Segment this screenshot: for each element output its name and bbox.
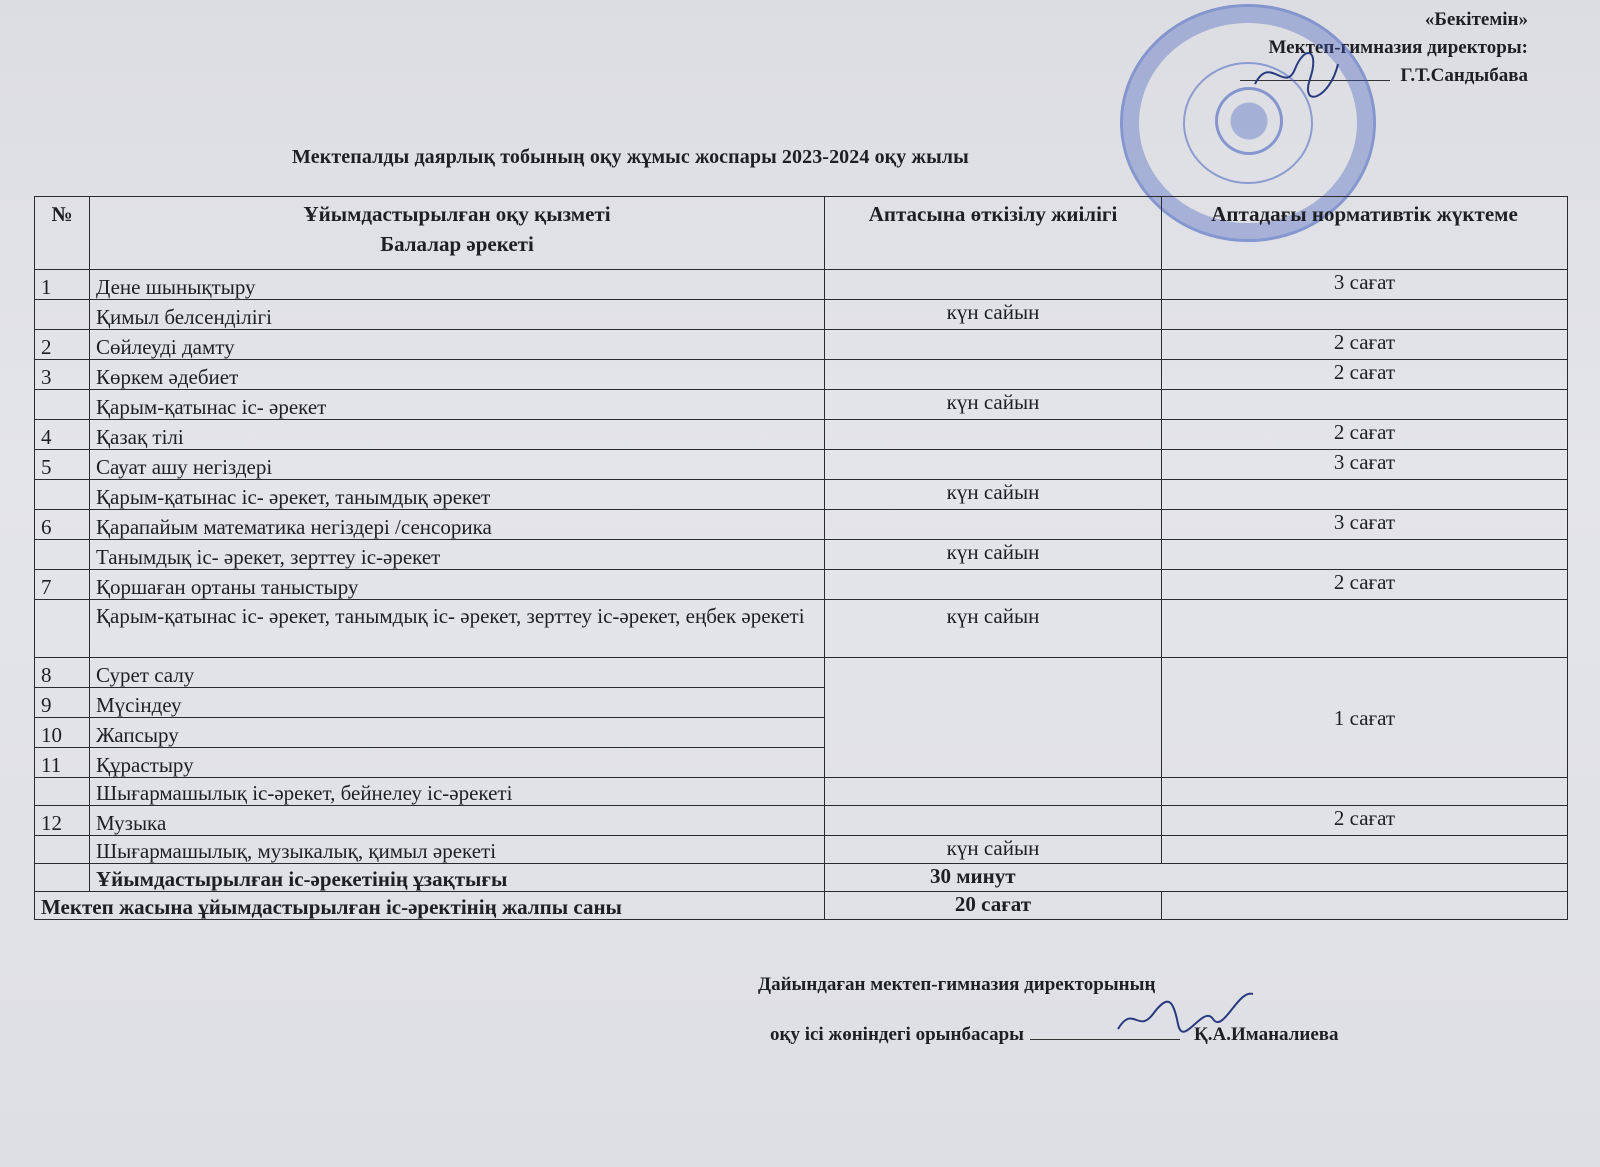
- total-row: [35, 892, 1568, 920]
- row-num: [35, 300, 90, 330]
- row-activity: Сөйлеуді дамту: [90, 330, 825, 360]
- table-row: [35, 540, 1568, 570]
- row-num: 4: [35, 420, 90, 450]
- row-frequency: [825, 450, 1162, 480]
- header-activity-line1: Ұйымдастырылған оқу қызметі: [303, 202, 611, 226]
- row-num: [35, 390, 90, 420]
- row-activity: Қарым-қатынас іс- әрекет, танымдық іс- әрекет, зерттеу іс-әрекет, еңбек әрекеті: [90, 600, 825, 658]
- header-activity-line2: Балалар әрекеті: [380, 232, 534, 256]
- row-frequency: [825, 330, 1162, 360]
- table-row: [35, 360, 1568, 390]
- table-row: [35, 658, 1568, 688]
- total-label: Мектеп жасына ұйымдастырылған іс-әректінің жалпы саны: [35, 892, 825, 920]
- row-activity: Қазақ тілі: [90, 420, 825, 450]
- row-num: [35, 778, 90, 806]
- table-row: [35, 300, 1568, 330]
- table-row: [35, 270, 1568, 300]
- row-frequency: күн сайын: [825, 300, 1162, 330]
- row-frequency: күн сайын: [825, 480, 1162, 510]
- study-plan-table: [34, 196, 1568, 920]
- row-num: 11: [35, 748, 90, 778]
- row-num: [35, 836, 90, 864]
- row-frequency: [825, 510, 1162, 540]
- row-activity: Қимыл белсенділігі: [90, 300, 825, 330]
- footer-line2: оқу ісі жөніндегі орынбасары: [770, 1024, 1025, 1045]
- row-frequency: күн сайын: [825, 836, 1162, 864]
- row-num: [35, 600, 90, 658]
- row-load: [1162, 778, 1568, 806]
- art-frequency-cell: [825, 658, 1162, 778]
- row-load: [1162, 836, 1568, 864]
- row-frequency: күн сайын: [825, 390, 1162, 420]
- row-num: 5: [35, 450, 90, 480]
- header-num: №: [35, 197, 90, 270]
- row-num: 12: [35, 806, 90, 836]
- table-row: [35, 836, 1568, 864]
- row-activity: Сурет салу: [90, 658, 825, 688]
- header-row: [35, 197, 1568, 270]
- table-row: [35, 806, 1568, 836]
- row-frequency: [825, 270, 1162, 300]
- row-load: 3 сағат: [1162, 450, 1568, 480]
- row-activity: Мүсіндеу: [90, 688, 825, 718]
- header-activity: [90, 197, 825, 270]
- row-num: 3: [35, 360, 90, 390]
- table-row: [35, 480, 1568, 510]
- row-activity: Дене шынықтыру: [90, 270, 825, 300]
- table-row: [35, 510, 1568, 540]
- table-row: [35, 450, 1568, 480]
- row-num: 6: [35, 510, 90, 540]
- row-activity: Құрастыру: [90, 748, 825, 778]
- row-activity: Жапсыру: [90, 718, 825, 748]
- row-frequency: [825, 778, 1162, 806]
- row-num: 1: [35, 270, 90, 300]
- row-activity: Қарым-қатынас іс- әрекет: [90, 390, 825, 420]
- table-row: [35, 330, 1568, 360]
- row-load: 3 сағат: [1162, 510, 1568, 540]
- row-activity: Қоршаған ортаны таныстыру: [90, 570, 825, 600]
- approver-name: Г.Т.Сандыбава: [1400, 65, 1528, 86]
- row-load: [1162, 300, 1568, 330]
- duration-value: 30 минут: [825, 864, 1568, 892]
- header-frequency: Аптасына өткізілу жиілігі: [825, 197, 1162, 270]
- row-load: 2 сағат: [1162, 360, 1568, 390]
- table-row: [35, 778, 1568, 806]
- row-num: 8: [35, 658, 90, 688]
- row-load: [1162, 540, 1568, 570]
- row-load: 3 сағат: [1162, 270, 1568, 300]
- row-activity: Танымдық іс- әрекет, зерттеу іс-әрекет: [90, 540, 825, 570]
- director-signature: [1250, 44, 1340, 104]
- row-num: 9: [35, 688, 90, 718]
- table-row: [35, 420, 1568, 450]
- duration-label: Ұйымдастырылған іс-әрекетінің ұзақтығы: [90, 864, 825, 892]
- row-load: 2 сағат: [1162, 420, 1568, 450]
- row-load: 2 сағат: [1162, 330, 1568, 360]
- row-num: [35, 864, 90, 892]
- row-activity: Қарым-қатынас іс- әрекет, танымдық әрекет: [90, 480, 825, 510]
- approval-line2: Мектеп-гимназия директоры:: [1268, 37, 1528, 58]
- row-activity: Қарапайым математика негіздері /сенсорика: [90, 510, 825, 540]
- row-activity: Сауат ашу негіздері: [90, 450, 825, 480]
- total-empty: [1162, 892, 1568, 920]
- row-frequency: [825, 570, 1162, 600]
- row-frequency: күн сайын: [825, 600, 1162, 658]
- row-load: 2 сағат: [1162, 570, 1568, 600]
- row-load: 2 сағат: [1162, 806, 1568, 836]
- row-num: 10: [35, 718, 90, 748]
- deputy-signature: [1108, 984, 1258, 1044]
- footer-line1: Дайындаған мектеп-гимназия директорының: [758, 974, 1156, 995]
- row-num: 7: [35, 570, 90, 600]
- header-load: Аптадағы нормативтік жүктеме: [1162, 197, 1568, 270]
- table-row: [35, 570, 1568, 600]
- approval-line1: «Бекітемін»: [1424, 9, 1528, 30]
- row-activity: Шығармашылық, музыкалық, қимыл әрекеті: [90, 836, 825, 864]
- total-value: 20 сағат: [825, 892, 1162, 920]
- table-row: [35, 390, 1568, 420]
- document-title: Мектепалды даярлық тобының оқу жұмыс жоспары 2023-2024 оқу жылы: [292, 146, 969, 168]
- row-activity: Шығармашылық іс-әрекет, бейнелеу іс-әрекеті: [90, 778, 825, 806]
- row-load: [1162, 600, 1568, 658]
- row-load: [1162, 390, 1568, 420]
- row-num: [35, 540, 90, 570]
- duration-row: [35, 864, 1568, 892]
- row-num: 2: [35, 330, 90, 360]
- row-frequency: күн сайын: [825, 540, 1162, 570]
- row-frequency: [825, 360, 1162, 390]
- deputy-name: Қ.А.Иманалиева: [1194, 1024, 1339, 1045]
- row-load: [1162, 480, 1568, 510]
- art-load-cell: 1 сағат: [1162, 658, 1568, 778]
- table-row: [35, 600, 1568, 658]
- row-num: [35, 480, 90, 510]
- row-frequency: [825, 420, 1162, 450]
- row-activity: Музыка: [90, 806, 825, 836]
- row-activity: Көркем әдебиет: [90, 360, 825, 390]
- row-frequency: [825, 806, 1162, 836]
